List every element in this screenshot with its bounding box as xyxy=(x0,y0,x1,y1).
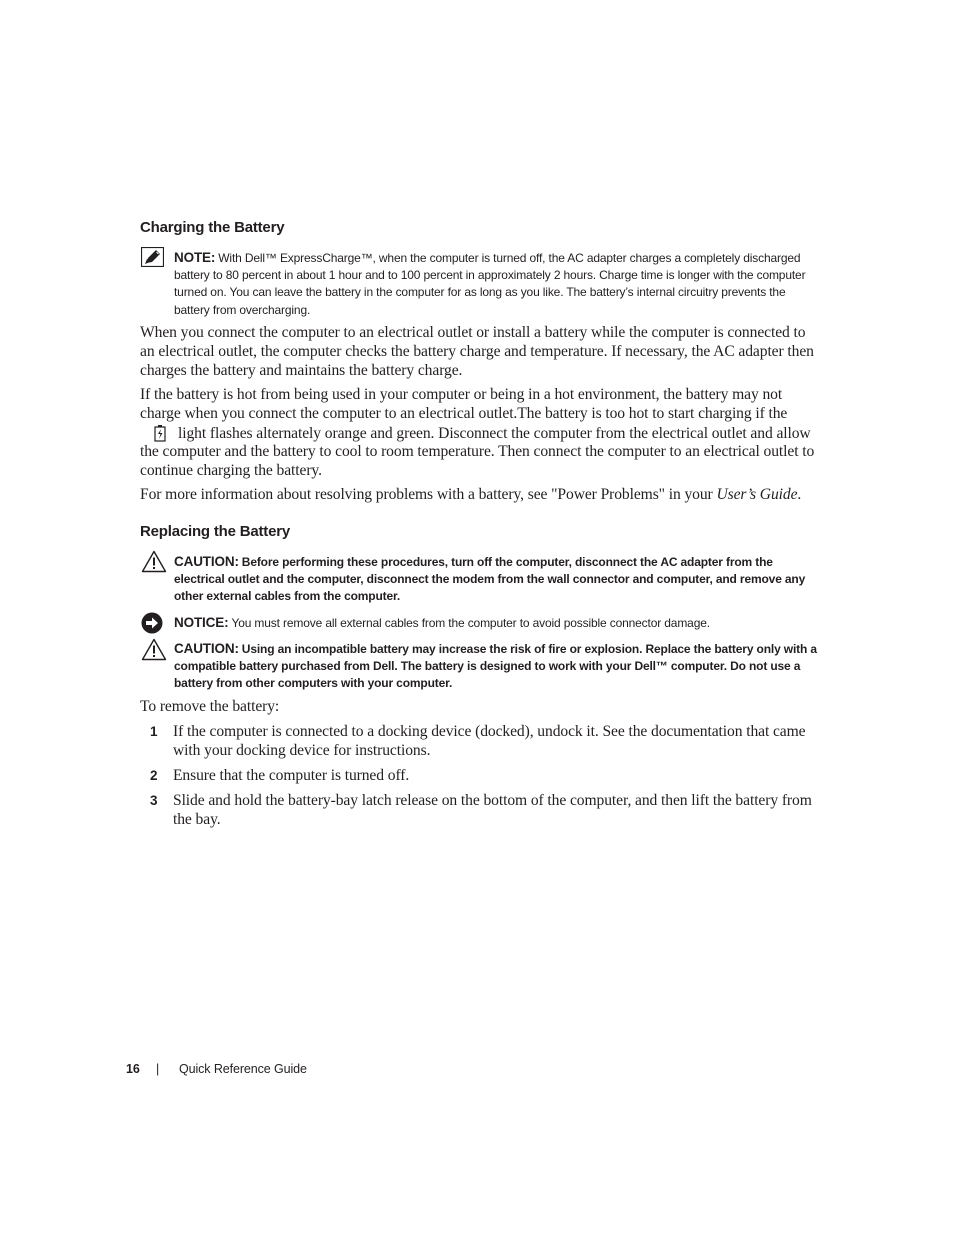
notice-label: NOTICE: xyxy=(174,615,229,630)
caution-triangle-icon xyxy=(141,638,167,666)
step-number: 2 xyxy=(150,768,158,783)
battery-status-icon xyxy=(152,424,168,442)
step-text: Ensure that the computer is turned off. xyxy=(173,767,410,784)
paragraph-more-info xyxy=(140,486,816,505)
users-guide-reference: User’s Guide xyxy=(716,486,798,503)
paragraph-connect-outlet: When you connect the computer to an electrical outlet or install a battery while the computer is connected to an electrical outlet, the computer checks the battery charge and temperature. If necessary, the AC adapter then charges the battery and maintains the battery charge. xyxy=(140,324,814,379)
step-text: Slide and hold the battery-bay latch release on the bottom of the computer, and then lift the battery from the bay. xyxy=(173,792,812,828)
caution-text: Using an incompatible battery may increase the risk of fire or explosion. Replace the battery only with a compatible battery purchased from Dell. The battery is designed to work with your Dell™ computer. Do not use a battery from other computers with your computer. xyxy=(174,642,817,691)
caution-label: CAUTION: xyxy=(174,641,239,656)
paragraph-hot-battery xyxy=(140,386,816,481)
hot-battery-text-end: light flashes alternately orange and green. Disconnect the computer from the electrical outlet and allow the computer and the battery to cool to room temperature. Then connect the computer to an electrical outlet to continue charging the battery. xyxy=(140,424,815,480)
steps-intro: To remove the battery: xyxy=(140,698,280,715)
note-text: With Dell™ ExpressCharge™, when the computer is turned off, the AC adapter charges a completely discharged battery to 80 percent in about 1 hour and to 100 percent in approximately 2 hours. Charge time is longer with the computer turned on. You can leave the battery in the computer for as long as you like. The battery’s internal circuitry prevents the battery from overcharging. xyxy=(174,251,806,317)
hot-battery-text-start: If the battery is hot from being used in your computer or being in a hot environment, the battery may not charge when you connect the computer to an electrical outlet.The battery is too hot to start charging if the xyxy=(140,386,788,422)
notice-callout xyxy=(174,614,819,632)
caution-callout-incompatible-battery xyxy=(174,640,819,693)
section-heading-replacing: Replacing the Battery xyxy=(140,523,291,540)
notice-arrow-icon xyxy=(141,612,163,639)
note-callout xyxy=(174,249,816,319)
page-number: 16 xyxy=(126,1062,140,1076)
note-label: NOTE: xyxy=(174,250,216,265)
caution-label: CAUTION: xyxy=(174,554,239,569)
more-info-text: For more information about resolving problems with a battery, see "Power Problems" in your xyxy=(140,486,717,503)
step-number: 1 xyxy=(150,724,158,739)
caution-text: Before performing these procedures, turn off the computer, disconnect the AC adapter from the electrical outlet and the computer, disconnect the modem from the wall connector and computer, and remove any other external cables from the computer. xyxy=(174,555,806,604)
section-heading-charging: Charging the Battery xyxy=(140,219,285,236)
step-number: 3 xyxy=(150,793,158,808)
caution-triangle-icon xyxy=(141,550,167,578)
footer-separator: | xyxy=(156,1062,160,1076)
note-pencil-icon xyxy=(141,247,164,272)
step-text: If the computer is connected to a docking device (docked), undock it. See the documentation that came with your docking device for instructions. xyxy=(173,723,806,759)
notice-text: You must remove all external cables from the computer to avoid possible connector damage. xyxy=(231,616,710,630)
footer-guide-title: Quick Reference Guide xyxy=(179,1062,307,1076)
more-info-end: . xyxy=(797,486,802,503)
caution-callout-power-off xyxy=(174,553,819,606)
